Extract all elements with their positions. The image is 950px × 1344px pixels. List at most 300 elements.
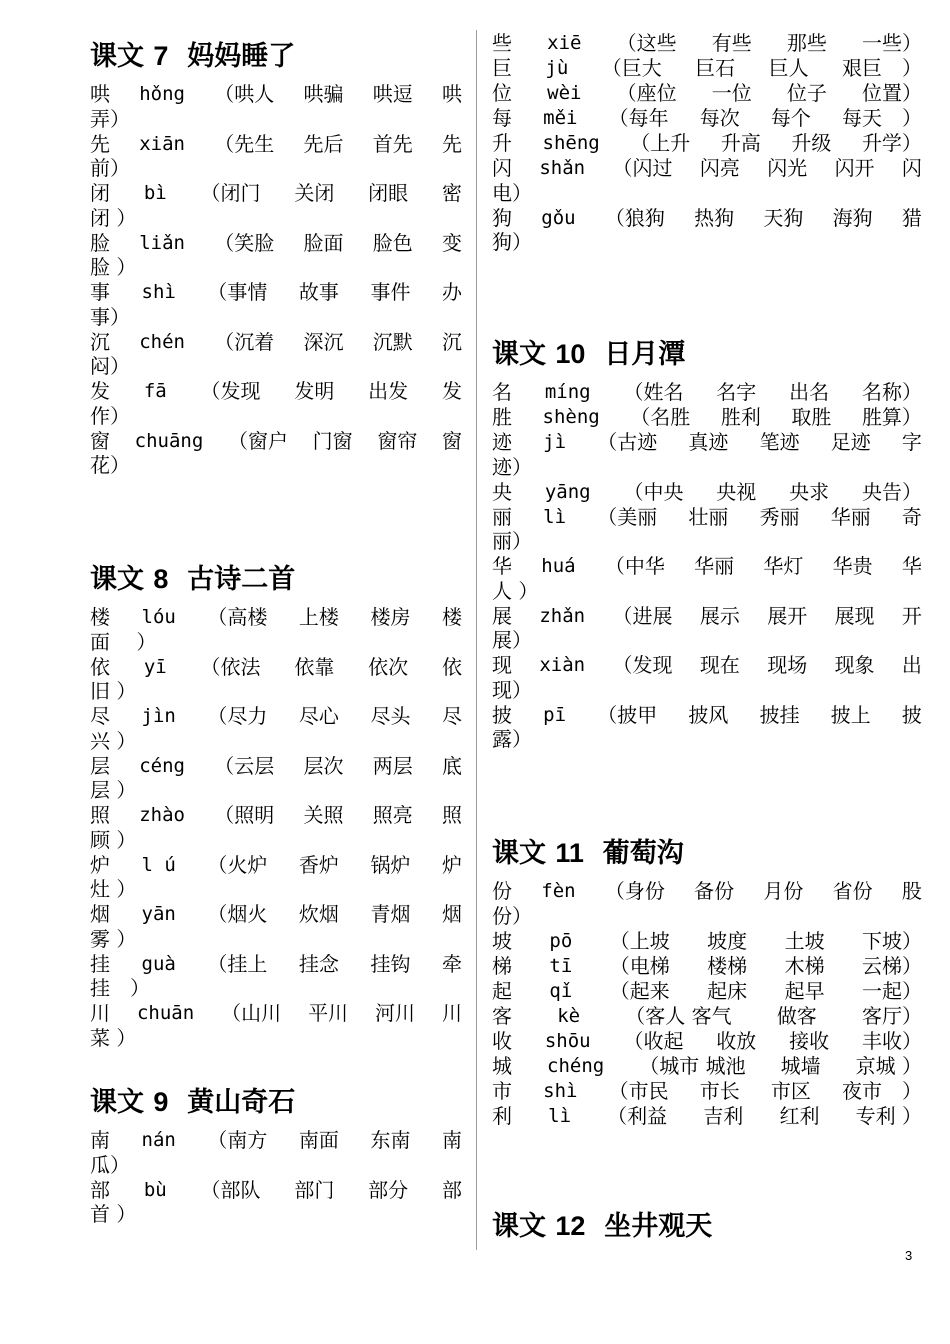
vocab-word: 央视 [716, 479, 757, 504]
vocab-word: （部队 [200, 1177, 261, 1202]
vocab-word: 热狗 [694, 205, 735, 230]
vocab-word: 尽心 [298, 704, 339, 728]
vocab-pinyin: xiē [547, 32, 582, 54]
lesson-label: 课文 [492, 1211, 546, 1242]
vocab-continuation: 闭 ） [90, 205, 137, 230]
vocab-character: 利 [492, 1103, 512, 1128]
vocab-word: （名胜 [630, 405, 691, 429]
vocab-word: （座位 [616, 81, 677, 105]
vocab-character: 巨 [492, 56, 512, 80]
vocab-entry [492, 1004, 922, 1029]
lesson-number: 9 [153, 1087, 169, 1117]
vocab-entry [90, 330, 462, 379]
vocab-entry [90, 132, 462, 181]
vocab-word: 依次 [368, 654, 409, 679]
vocab-word: 照亮 [372, 803, 413, 827]
vocab-word: 每次 [699, 106, 740, 130]
vocab-line [90, 1128, 462, 1153]
vocab-continuation: 作） [90, 403, 130, 428]
vocab-pinyin: pī [543, 703, 567, 726]
vocab-word: 披挂 [759, 702, 800, 727]
vocab-entry [492, 604, 922, 653]
vocab-pinyin: bì [143, 182, 167, 204]
vocab-word: 现在 [699, 653, 740, 677]
vocab-word: 位置） [861, 81, 922, 105]
vocab-line [492, 380, 922, 405]
vocab-word: （窗户 [227, 428, 288, 453]
vocab-line [90, 952, 462, 977]
vocab-word: 挂念 [298, 951, 339, 976]
vocab-word: （尽力 [207, 704, 268, 728]
vocab-word: 现象 [834, 653, 875, 677]
vocab-word: 客厅） [862, 1003, 922, 1028]
vocab-word: （哄人 [214, 82, 275, 106]
vocab-pinyin: céng [139, 754, 185, 777]
lesson-name: 日月潭 [604, 339, 686, 370]
vocab-word: 华灯 [763, 554, 804, 578]
vocab-word: 云梯） [862, 953, 922, 978]
vocab-word: 青烟 [370, 902, 411, 926]
vocab-entry [492, 106, 922, 131]
vocab-word: 海狗 [832, 205, 873, 230]
vocab-pinyin: chén [139, 330, 185, 353]
vocab-continuation: 份） [492, 903, 532, 928]
vocab-entry [492, 206, 922, 255]
vocab-word: 尽 [441, 704, 462, 728]
vocab-word: （先生 [214, 131, 275, 156]
vocab-word: （巨大 [601, 56, 662, 80]
vocab-word: （南方 [207, 1128, 268, 1152]
vocab-pinyin: shǎn [539, 157, 586, 179]
vocab-word: 烟 [441, 902, 462, 926]
vocab-word: 秀丽 [759, 504, 800, 529]
vocab-word: 发明 [294, 379, 335, 403]
vocab-word: 那些 [786, 31, 827, 55]
vocab-entry [90, 655, 462, 704]
vocab-word: 部 [441, 1177, 462, 1202]
vocab-word: 字 [901, 430, 922, 454]
vocab-word: 猎 [901, 205, 922, 230]
vocab-line [90, 704, 462, 729]
vocab-pinyin: chuān [136, 1002, 195, 1024]
vocab-pinyin: jì [543, 431, 567, 453]
vocab-word: 锅炉 [370, 852, 411, 877]
vocab-word: 沉 [441, 329, 462, 354]
vocab-continuation: 兴 ） [90, 728, 137, 753]
vocab-character: 沉 [90, 329, 110, 354]
vocab-word: 脸面 [303, 230, 344, 255]
vocab-word: 层次 [303, 753, 344, 778]
vocab-pinyin: shèng [542, 406, 600, 428]
lesson-title [90, 1086, 295, 1119]
vocab-word: （身份 [604, 879, 665, 903]
vocab-word: 楼 [441, 605, 462, 629]
vocab-pinyin: l ú [141, 853, 176, 876]
vocab-line [90, 1001, 462, 1026]
lesson-number: 8 [153, 564, 169, 594]
vocab-word: 丰收） [861, 1028, 922, 1053]
vocab-line [90, 803, 462, 828]
vocab-word: 照 [441, 803, 462, 827]
vocab-word: 依靠 [294, 654, 335, 679]
vocab-pinyin: guà [141, 952, 176, 975]
vocab-entry [90, 280, 462, 329]
vocab-continuation: 脸 ） [90, 255, 137, 279]
vocab-continuation: 挂 ） [90, 976, 150, 1000]
vocab-word: 披 [901, 702, 922, 727]
lesson-label: 课文 [90, 564, 144, 595]
vocab-character: 发 [90, 379, 110, 403]
vocab-word: 升高 [720, 131, 761, 155]
vocab-word: （沉着 [214, 329, 275, 354]
vocab-line [90, 330, 462, 355]
vocab-word: （发现 [200, 379, 261, 403]
vocab-character: 华 [492, 554, 512, 578]
vocab-line [492, 480, 922, 505]
vocab-continuation: 人 ） [492, 578, 539, 603]
vocab-word: 市长 [699, 1078, 740, 1103]
vocab-character: 名 [492, 380, 512, 404]
lesson-name: 妈妈睡了 [187, 41, 296, 72]
vocab-entry [492, 1054, 922, 1079]
vocab-word: （挂上 [207, 951, 268, 976]
vocab-word: 哄骗 [303, 82, 344, 106]
vocab-word: 深沉 [303, 329, 344, 354]
vocab-word: 脸色 [372, 230, 413, 255]
vocab-word: 一起） [862, 978, 922, 1003]
vocab-pinyin: jù [545, 57, 569, 79]
vocab-continuation: 前） [90, 156, 130, 180]
vocab-character: 客 [492, 1003, 512, 1028]
vocab-pinyin: míng [544, 381, 591, 403]
vocab-word: 每个 [770, 106, 811, 130]
vocab-line [492, 554, 922, 579]
vocab-word: 炉 [441, 852, 462, 877]
vocab-word: 楼梯 [707, 953, 748, 978]
vocab-word: （上升 [630, 131, 691, 155]
vocab-word: 闪开 [834, 156, 875, 180]
vocab-pinyin: wèi [547, 82, 582, 104]
vocab-word: （火炉 [207, 852, 268, 877]
vocab-word: （中央 [623, 479, 684, 504]
vocab-word: 首先 [372, 131, 413, 156]
vocab-word: 月份 [763, 879, 804, 903]
vocab-character: 部 [90, 1177, 110, 1202]
vocab-entry [492, 81, 922, 106]
vocab-character: 收 [492, 1028, 512, 1053]
vocab-word: （市民 [608, 1078, 669, 1103]
vocab-word: 开 [901, 603, 922, 628]
vocab-word: 省份 [832, 879, 873, 903]
vocab-character: 位 [492, 81, 512, 105]
vocab-word: 哄逗 [372, 82, 413, 106]
vocab-character: 些 [492, 31, 512, 55]
vocab-word: 楼房 [370, 605, 411, 629]
lesson-title [492, 338, 685, 371]
vocab-character: 烟 [90, 902, 110, 926]
vocab-continuation: 现） [492, 677, 532, 702]
vocab-word: 两层 [372, 753, 413, 778]
vocab-word: 故事 [298, 280, 339, 304]
vocab-entry [492, 653, 922, 702]
vocab-character: 迹 [492, 430, 512, 454]
vocab-word: 每天 ） [841, 106, 922, 130]
vocab-pinyin: xiān [139, 132, 185, 155]
vocab-continuation: 弄） [90, 106, 130, 131]
vocab-continuation: 迹） [492, 454, 532, 479]
vocab-continuation: 闷） [90, 354, 130, 378]
vocab-character: 哄 [90, 82, 110, 106]
vocab-pinyin: shōu [544, 1029, 591, 1052]
lesson-title [90, 563, 295, 596]
vocab-continuation: 灶 ） [90, 877, 137, 901]
vocab-entry [90, 704, 462, 753]
vocab-word: 胜算） [861, 405, 922, 429]
vocab-word: 起床 [707, 978, 748, 1003]
vocab-line [492, 505, 922, 530]
vocab-line [90, 231, 462, 256]
vocab-line [90, 754, 462, 779]
vocab-word: 展现 [834, 603, 875, 628]
vocab-word: （烟火 [207, 902, 268, 926]
vocab-character: 升 [492, 131, 512, 155]
page-number: 3 [905, 1248, 913, 1263]
vocab-entry [90, 379, 462, 428]
vocab-entry [492, 879, 922, 928]
vocab-word: （古迹 [597, 430, 658, 454]
vocab-entry [492, 156, 922, 205]
vocab-word: 下坡） [862, 928, 922, 953]
vocab-continuation: 菜 ） [90, 1025, 137, 1050]
vocab-word: 部门 [294, 1177, 335, 1202]
vocab-line [492, 131, 922, 156]
vocab-line [492, 106, 922, 131]
vocab-word: 关闭 [294, 181, 335, 205]
vocab-word: 胜利 [720, 405, 761, 429]
vocab-word: 夜市 ） [841, 1078, 922, 1103]
vocab-word: （笑脸 [214, 230, 275, 255]
vocab-word: 出 [901, 653, 922, 677]
vocab-line [492, 31, 922, 56]
vocab-character: 每 [492, 106, 512, 130]
vocab-pinyin: lóu [141, 606, 176, 628]
vocab-word: 沉默 [372, 329, 413, 354]
vocab-character: 窗 [90, 428, 110, 453]
vocab-word: （电梯 [609, 953, 670, 978]
vocab-character: 披 [492, 702, 512, 727]
vocab-word: （照明 [214, 803, 275, 827]
vocab-entry [492, 1079, 922, 1104]
vocab-character: 尽 [90, 704, 110, 728]
vocab-word: 闭眼 [368, 181, 409, 205]
vocab-word: 起早 [784, 978, 825, 1003]
vocab-character: 闪 [492, 156, 512, 180]
lesson-label: 课文 [90, 41, 144, 72]
vocab-entry [492, 954, 922, 979]
vocab-word: （客人 客气 [625, 1003, 732, 1028]
vocab-word: 土坡 [784, 928, 825, 953]
vocab-word: 平川 [308, 1001, 349, 1025]
vocab-word: （发现 [612, 653, 673, 677]
vocab-entry [492, 703, 922, 752]
vocab-word: （进展 [612, 603, 673, 628]
vocab-line [90, 605, 462, 630]
vocab-word: 上楼 [298, 605, 339, 629]
vocab-word: 做客 [776, 1003, 817, 1028]
vocab-word: （披甲 [597, 702, 658, 727]
vocab-word: 木梯 [784, 953, 825, 978]
vocab-character: 楼 [90, 605, 110, 629]
vocab-entry [492, 1029, 922, 1054]
vocab-pinyin: kè [557, 1004, 581, 1027]
lesson-title [90, 40, 295, 73]
vocab-word: 名称） [861, 380, 922, 404]
vocab-line [90, 280, 462, 305]
vocab-word: 事件 [370, 280, 411, 304]
vocab-pinyin: chéng [547, 1054, 605, 1077]
vocab-word: 位子 [786, 81, 827, 105]
vocab-entry [90, 181, 462, 230]
vocab-word: （上坡 [609, 928, 670, 953]
vocab-pinyin: pō [549, 929, 573, 952]
vocab-word: （起来 [609, 978, 670, 1003]
vocab-word: 华丽 [694, 554, 735, 578]
lesson-name: 坐井观天 [604, 1211, 713, 1242]
vocab-word: 备份 [694, 879, 735, 903]
vocab-pinyin: yāng [544, 480, 591, 503]
vocab-pinyin: měi [543, 107, 578, 129]
vocab-word: （姓名 [623, 380, 684, 404]
vocab-line [492, 1004, 922, 1029]
lesson-title [492, 837, 684, 870]
lesson-number: 11 [555, 838, 584, 868]
vocab-line [492, 929, 922, 954]
vocab-word: 闪 [901, 156, 922, 180]
vocab-pinyin: bù [143, 1178, 167, 1201]
lesson-title [492, 1210, 712, 1243]
vocab-word: （山川 [221, 1001, 282, 1025]
vocab-entry [90, 429, 462, 478]
vocab-line [492, 56, 922, 81]
vocab-word: 足迹 [830, 430, 871, 454]
vocab-word: 哄 [441, 82, 462, 106]
vocab-character: 丽 [492, 504, 512, 529]
vocab-entry [492, 56, 922, 81]
vocab-word: 市区 [770, 1078, 811, 1103]
vocab-word: （闭门 [200, 181, 261, 205]
vocab-character: 层 [90, 753, 110, 778]
vocab-character: 央 [492, 479, 512, 504]
vocab-pinyin: shì [141, 281, 176, 303]
vocab-entry [90, 803, 462, 852]
vocab-entry [492, 979, 922, 1004]
lesson-number: 7 [153, 41, 169, 71]
vocab-word: 笔迹 [759, 430, 800, 454]
vocab-pinyin: chuāng [134, 429, 204, 452]
vocab-line [492, 653, 922, 678]
vocab-pinyin: zhǎn [539, 604, 586, 627]
vocab-character: 脸 [90, 230, 110, 255]
vocab-line [492, 879, 922, 904]
vocab-word: 央求 [789, 479, 830, 504]
vocab-word: （每年 [608, 106, 669, 130]
vocab-pinyin: yī [143, 655, 167, 678]
vocab-word: 华丽 [830, 504, 871, 529]
vocab-word: 京城 ） [855, 1053, 922, 1078]
vocab-word: 央告） [861, 479, 922, 504]
vocab-word: 先后 [303, 131, 344, 156]
vocab-entry [492, 430, 922, 479]
lesson-name: 黄山奇石 [187, 1087, 296, 1118]
vocab-character: 起 [492, 978, 512, 1003]
vocab-word: 东南 [370, 1128, 411, 1152]
vocab-word: 真迹 [688, 430, 729, 454]
vocab-word: 香炉 [298, 852, 339, 877]
lesson-number: 12 [555, 1211, 586, 1241]
vocab-word: 依 [441, 654, 462, 679]
vocab-pinyin: fā [143, 380, 167, 402]
vocab-word: 南面 [298, 1128, 339, 1152]
vocab-word: 窗帘 [377, 428, 418, 453]
vocab-pinyin: shì [543, 1079, 578, 1102]
vocab-word: 出发 [368, 379, 409, 403]
vocab-continuation: 电） [492, 180, 532, 205]
vocab-character: 现 [492, 653, 512, 677]
vocab-pinyin: tī [549, 954, 573, 977]
vocab-word: 股 [901, 879, 922, 903]
vocab-line [90, 902, 462, 927]
vocab-word: 奇 [901, 504, 922, 529]
vocab-entry [90, 605, 462, 654]
lesson-name: 葡萄沟 [602, 838, 684, 869]
vocab-word: 底 [441, 753, 462, 778]
vocab-continuation: 丽） [492, 529, 532, 553]
vocab-word: 有些 [711, 31, 752, 55]
vocab-character: 坡 [492, 928, 512, 953]
vocab-continuation: 层 ） [90, 778, 137, 802]
vocab-character: 份 [492, 879, 512, 903]
vocab-entry [492, 380, 922, 405]
vocab-line [492, 954, 922, 979]
vocab-pinyin: yān [141, 903, 176, 925]
vocab-line [492, 156, 922, 181]
vocab-pinyin: shēng [542, 132, 600, 154]
vocab-continuation: 顾 ） [90, 827, 137, 852]
vocab-word: 闪亮 [699, 156, 740, 180]
vocab-entry [90, 902, 462, 951]
vocab-character: 城 [492, 1053, 512, 1078]
column-divider [476, 30, 477, 1250]
vocab-entry [90, 231, 462, 280]
vocab-line [90, 379, 462, 404]
vocab-line [492, 1029, 922, 1054]
lesson-label: 课文 [90, 1087, 144, 1118]
vocab-pinyin: lì [548, 1104, 572, 1127]
vocab-word: （事情 [207, 280, 268, 304]
vocab-entry [492, 929, 922, 954]
vocab-pinyin: qǐ [549, 979, 573, 1002]
vocab-line [90, 181, 462, 206]
vocab-word: 闪光 [767, 156, 808, 180]
vocab-pinyin: fèn [541, 880, 576, 902]
vocab-word: （美丽 [597, 504, 658, 529]
vocab-word: 门窗 [312, 428, 353, 453]
lesson-label: 课文 [492, 838, 546, 869]
vocab-character: 照 [90, 803, 110, 827]
vocab-word: 川 [441, 1001, 462, 1025]
lesson-number: 10 [555, 339, 586, 369]
vocab-word: （这些 [616, 31, 677, 55]
